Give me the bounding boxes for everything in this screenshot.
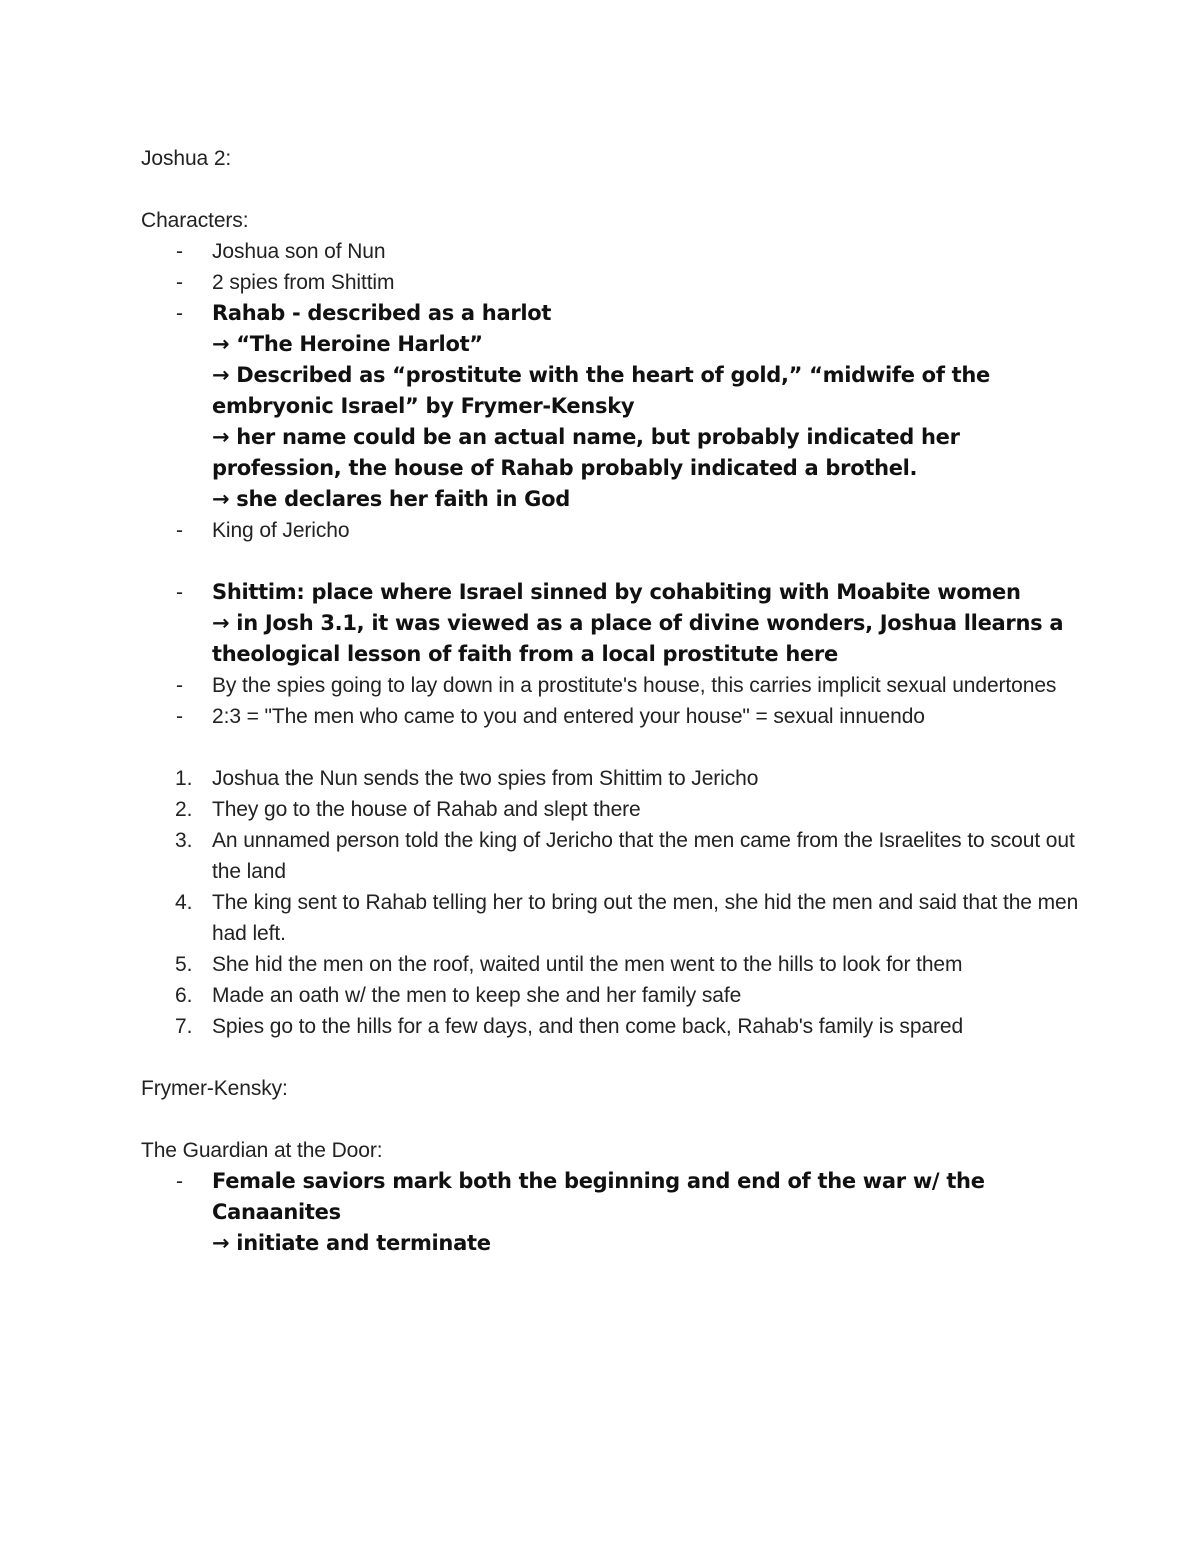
guardian-list [141,1166,1081,1259]
document-title: Joshua 2: [141,147,232,170]
characters-list [141,236,1081,546]
list-subnote: → Described as “prostitute with the heart of gold,” “midwife of the embryonic Israel” by Frymer-Kensky [212,363,990,418]
step-number: 7. [175,1015,193,1038]
step-text: Made an oath w/ the men to keep she and her family safe [212,984,742,1007]
step-number: 3. [175,829,193,852]
list-item [141,1166,1081,1259]
step-number: 6. [175,984,193,1007]
step-item [141,794,1081,825]
list-item-text: By the spies going to lay down in a prostitute's house, this carries implicit sexual undertones [212,674,1057,697]
step-text: They go to the house of Rahab and slept there [212,798,641,821]
list-item-text: Joshua son of Nun [212,240,386,263]
dash-bullet: - [176,302,183,325]
list-item [141,670,1081,701]
dash-bullet: - [176,519,183,542]
dash-bullet: - [176,581,183,604]
step-text: Joshua the Nun sends the two spies from Shittim to Jericho [212,767,759,790]
list-subnote: → she declares her faith in God [212,487,570,511]
dash-bullet: - [176,705,183,728]
list-item [141,298,1081,515]
list-subnote: → initiate and terminate [212,1231,491,1255]
list-item [141,236,1081,267]
list-subnote: → “The Heroine Harlot” [212,332,483,356]
list-item [141,577,1081,670]
characters-heading: Characters: [141,209,249,232]
list-item [141,701,1081,732]
story-steps-list [141,763,1081,1042]
step-text: The king sent to Rahab telling her to bring out the men, she hid the men and said that the men had left. [212,891,1079,945]
dash-bullet: - [176,1170,183,1193]
list-subnote: → in Josh 3.1, it was viewed as a place of divine wonders, Joshua llearns a theological lesson of faith from a local prostitute here [212,611,1064,666]
document-page [141,143,1081,1259]
guardian-heading: The Guardian at the Door: [141,1139,383,1162]
step-item [141,980,1081,1011]
list-item [141,267,1081,298]
step-number: 5. [175,953,193,976]
dash-bullet: - [176,674,183,697]
step-text: An unnamed person told the king of Jericho that the men came from the Israelites to scout out the land [212,829,1075,883]
step-item [141,949,1081,980]
step-text: She hid the men on the roof, waited until the men went to the hills to look for them [212,953,963,976]
list-item-text: 2:3 = "The men who came to you and entered your house" = sexual innuendo [212,705,925,728]
step-number: 2. [175,798,193,821]
list-item-text: Rahab - described as a harlot [212,301,552,325]
step-text: Spies go to the hills for a few days, and then come back, Rahab's family is spared [212,1015,964,1038]
list-gap [141,546,1081,577]
step-item [141,763,1081,794]
step-number: 1. [175,767,193,790]
list-subnote: → her name could be an actual name, but probably indicated her profession, the house of Rahab probably indicated a brothel. [212,425,960,480]
list-item-text: Shittim: place where Israel sinned by cohabiting with Moabite women [212,580,1021,604]
list-item [141,515,1081,546]
step-number: 4. [175,891,193,914]
list-item-text: King of Jericho [212,519,350,542]
step-item [141,825,1081,887]
dash-bullet: - [176,271,183,294]
frymer-heading: Frymer-Kensky: [141,1077,288,1100]
step-item [141,887,1081,949]
dash-bullet: - [176,240,183,263]
step-item [141,1011,1081,1042]
list-item-text: 2 spies from Shittim [212,271,395,294]
characters-notes-list [141,577,1081,732]
list-item-text: Female saviors mark both the beginning and end of the war w/ the Canaanites [212,1169,985,1224]
